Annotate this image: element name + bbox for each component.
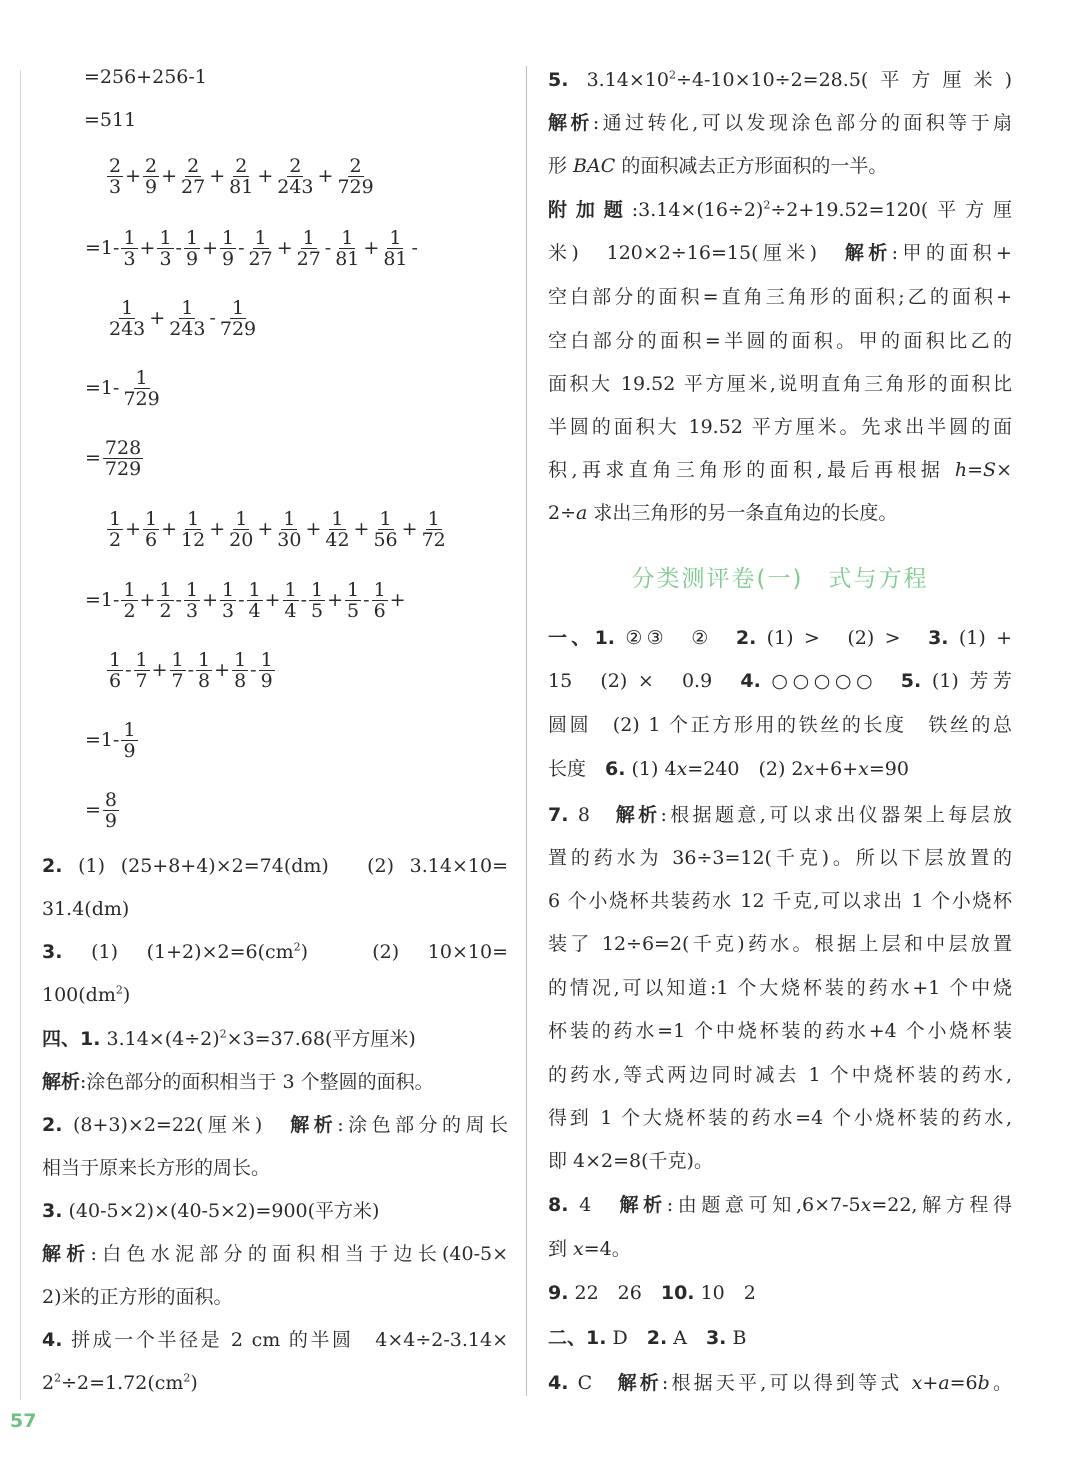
operator: +: [401, 518, 418, 540]
fraction: $\frac{1}{2}$: [159, 578, 172, 622]
operator: +: [202, 589, 218, 611]
operator: +: [264, 589, 281, 611]
operator: +: [209, 165, 226, 187]
fraction: $\frac{728}{729}$: [104, 436, 142, 480]
answer-q9-q10: 9. 22 26 10. 10 2: [548, 1282, 756, 1304]
operator: +: [353, 518, 370, 540]
operator: -: [125, 659, 132, 681]
fraction: $\frac{1}{3}$: [185, 578, 199, 622]
fraction: $\frac{1}{6}$: [373, 578, 386, 622]
answer-q2-line1: 2. (1) (25+8+4)×2=74(dm) (2) 3.14×10=: [42, 855, 508, 877]
bonus-line6: 半圆的面积大 19.52 平方厘米。先求出半圆的面: [548, 416, 1012, 438]
operator: +: [125, 165, 142, 187]
bonus-line5: 面积大 19.52 平方厘米,说明直角三角形的面积比: [548, 373, 1012, 395]
part2-q4: 4. C 解析:根据天平,可以得到等式 x+a=6b。: [548, 1372, 1013, 1394]
operator: +: [363, 237, 380, 259]
operator: +: [305, 518, 322, 540]
fraction: $\frac{1}{27}$: [296, 226, 321, 270]
operator: +: [139, 237, 156, 259]
part1-line4: 长度 6. (1) 4x=240 (2) 2x+6+x=90: [548, 758, 909, 780]
fraction: $\frac{1}{3}$: [221, 578, 235, 622]
fraction: $\frac{2}{9}$: [145, 154, 158, 198]
fraction-result-1a: [42, 362, 508, 414]
fraction: $\frac{1}{243}$: [109, 296, 146, 340]
fraction-result-2b: [42, 784, 508, 836]
operator: -: [300, 589, 308, 611]
answer-q5: 5. $3.14\times 10^2\div 4-10\times 10\div 2=28.5$(平方厘米): [548, 68, 1013, 91]
fraction: $\frac{2}{243}$: [277, 154, 314, 198]
fraction: $\frac{2}{27}$: [181, 154, 206, 198]
operator: -: [175, 589, 182, 611]
fraction: $\frac{1}{81}$: [383, 226, 408, 270]
part1-line1: 一、1. ②③ ② 2. (1) > (2) > 3. (1) +: [548, 627, 1012, 649]
answer-q5-analysis: 解析:通过转化,可以发现涂色部分的面积等于扇: [548, 112, 1012, 134]
operator: =1-: [85, 589, 120, 611]
section4-q1-analysis: 解析:涂色部分的面积相当于 3 个整圆的面积。: [42, 1071, 434, 1093]
fraction: $\frac{1}{729}$: [219, 296, 257, 340]
fraction: $\frac{1}{8}$: [234, 648, 247, 692]
fraction: $\frac{1}{9}$: [260, 648, 273, 692]
part1-line2: 15 (2) × 0.9 4. ○○○○○ 5. (1) 芳芳: [548, 670, 1012, 692]
section4-q4-line2: $2^2\div 2=1.72(cm^2)$: [42, 1371, 198, 1394]
bonus-line3: 空白部分的面积=直角三角形的面积;乙的面积+: [548, 286, 1012, 308]
fraction: $\frac{1}{27}$: [248, 226, 273, 270]
answer-q7-line7: 的药水,等式两边同时减去 1 个中烧杯装的药水,: [548, 1064, 1012, 1086]
operator: +: [257, 165, 274, 187]
answer-q7-line3: 6 个小烧杯共装药水 12 千克,可以求出 1 个小烧杯: [548, 890, 1012, 912]
bonus-line7: 积,再求直角三角形的面积,最后再根据 h=S×: [548, 459, 1012, 481]
section4-q2: 2. (8+3)×2=22(厘米) 解析:涂色部分的周长: [42, 1114, 508, 1136]
fraction-result-1b: [42, 432, 508, 484]
fraction-expansion-2b: [42, 644, 508, 696]
operator: +: [149, 307, 166, 329]
section4-q3-analysis: 解析:白色水泥部分的面积相当于边长(40-5×: [42, 1243, 508, 1265]
page-edge-line: [20, 70, 21, 1400]
column-divider: [526, 66, 527, 1396]
answer-q2-line2: 31.4(dm): [42, 898, 130, 920]
answer-q5-analysis-line2: 形 BAC 的面积减去正方形面积的一半。: [548, 155, 888, 177]
answer-q7-line4: 装了 12÷6=2(千克)药水。根据上层和中层放置: [548, 933, 1012, 955]
operator: =: [85, 447, 101, 469]
operator: +: [257, 518, 274, 540]
operator: =1-: [85, 237, 120, 259]
operator: -: [238, 237, 245, 259]
operator: -: [209, 307, 216, 329]
fraction: $\frac{1}{42}$: [325, 507, 350, 551]
fraction: $\frac{2}{729}$: [337, 154, 374, 198]
operator: -: [175, 237, 182, 259]
operator: -: [363, 589, 370, 611]
operator: +: [139, 589, 156, 611]
fraction: $\frac{2}{3}$: [109, 154, 122, 198]
operator: =: [85, 799, 101, 821]
fraction: $\frac{1}{7}$: [171, 648, 184, 692]
operator: =1-: [85, 729, 120, 751]
fraction: $\frac{8}{9}$: [104, 788, 118, 832]
bonus-line2: 米) 120×2÷16=15(厘米) 解析:甲的面积+: [548, 242, 1012, 264]
section4-q3-line2: 2)米的正方形的面积。: [42, 1286, 233, 1308]
equation-line: =511: [84, 109, 137, 131]
operator: +: [202, 237, 218, 259]
bonus-line8: 2÷a 求出三角形的另一条直角边的长度。: [548, 502, 898, 524]
fraction: $\frac{1}{9}$: [221, 226, 235, 270]
operator: +: [209, 518, 226, 540]
operator: -: [250, 659, 257, 681]
operator: +: [327, 589, 344, 611]
fraction: $\frac{1}{6}$: [109, 648, 122, 692]
fraction: $\frac{1}{6}$: [145, 507, 158, 551]
fraction: $\frac{1}{72}$: [421, 507, 446, 551]
fraction: $\frac{1}{8}$: [198, 648, 211, 692]
fraction: $\frac{1}{2}$: [109, 507, 122, 551]
fraction: $\frac{1}{9}$: [123, 718, 136, 762]
fraction: $\frac{2}{81}$: [229, 154, 254, 198]
answer-q8-line2: 到 x=4。: [548, 1238, 631, 1260]
operator: +: [161, 518, 178, 540]
equation-line: =256+256-1: [84, 66, 207, 88]
operator: -: [411, 237, 418, 259]
fraction: $\frac{1}{3}$: [123, 226, 136, 270]
section-title: 分类测评卷(一) 式与方程: [631, 566, 929, 592]
page-number: 57: [10, 1410, 37, 1432]
fraction: $\frac{1}{30}$: [277, 507, 302, 551]
operator: =1-: [85, 377, 120, 399]
fraction: $\frac{1}{12}$: [181, 507, 206, 551]
fraction: $\frac{1}{56}$: [373, 507, 398, 551]
bonus-question: 附加题$:3.14\times(16\div 2)^2\div 2+19.52=120$(平方厘: [548, 198, 1012, 221]
fraction: $\frac{1}{4}$: [248, 578, 261, 622]
answer-q7-line2: 置的药水为 36÷3=12(千克)。所以下层放置的: [548, 847, 1012, 869]
answer-q3-line1: 3. (1) $(1+2)\times 2=6(cm^2)$ (2) 10×10=: [42, 940, 508, 963]
operator: +: [276, 237, 293, 259]
operator: -: [187, 659, 195, 681]
part1-line3: 圆圆 (2) 1 个正方形用的铁丝的长度 铁丝的总: [548, 714, 1012, 736]
fraction: $\frac{1}{3}$: [159, 226, 172, 270]
fraction: $\frac{1}{9}$: [185, 226, 199, 270]
fraction: $\frac{1}{729}$: [123, 366, 160, 410]
operator: +: [317, 165, 334, 187]
fraction: $\frac{1}{243}$: [169, 296, 206, 340]
bonus-line4: 空白部分的面积=半圆的面积。甲的面积比乙的: [548, 330, 1012, 352]
answer-q7-line8: 得到 1 个大烧杯装的药水=4 个小烧杯装的药水,: [548, 1107, 1012, 1129]
fraction-sum-2: [42, 503, 508, 555]
answer-q8: 8. 4 解析:由题意可知,6×7-5x=22,解方程得: [548, 1194, 1012, 1216]
answer-q3-line2: $100(dm^2)$: [42, 983, 131, 1006]
fraction-expansion-1a: [42, 222, 508, 274]
section4-q3: 3. (40-5×2)×(40-5×2)=900(平方米): [42, 1200, 380, 1222]
operator: +: [125, 518, 142, 540]
operator: -: [324, 237, 332, 259]
answer-q7: 7. 8 解析:根据题意,可以求出仪器架上每层放: [548, 804, 1012, 826]
fraction: $\frac{1}{5}$: [347, 578, 360, 622]
fraction: $\frac{1}{5}$: [311, 578, 324, 622]
answer-q7-line6: 杯装的药水=1 个中烧杯装的药水+4 个小烧杯装: [548, 1020, 1012, 1042]
fraction: $\frac{1}{7}$: [135, 648, 148, 692]
operator: +: [151, 659, 168, 681]
part2-line1: 二、1. D 2. A 3. B: [548, 1327, 747, 1349]
fraction-sum-1: [42, 150, 508, 202]
operator: -: [238, 589, 245, 611]
section4-q4: 4. 拼成一个半径是 2 cm 的半圆 4×4÷2-3.14×: [42, 1329, 508, 1351]
section4-q1: 四、1. $3.14\times(4\div 2)^2\times 3=37.68$(平方厘米): [42, 1027, 416, 1050]
fraction: $\frac{1}{20}$: [229, 507, 254, 551]
answer-q7-line5: 的情况,可以知道:1 个大烧杯装的药水+1 个中烧: [548, 977, 1012, 999]
fraction-result-2a: [42, 714, 508, 766]
fraction: $\frac{1}{4}$: [284, 578, 297, 622]
operator: +: [389, 589, 406, 611]
fraction-expansion-1b: [42, 292, 508, 344]
operator: +: [161, 165, 178, 187]
operator: +: [214, 659, 231, 681]
answer-q7-line9: 即 4×2=8(千克)。: [548, 1150, 713, 1172]
fraction-expansion-2a: [42, 574, 508, 626]
fraction: $\frac{1}{81}$: [335, 226, 360, 270]
fraction: $\frac{1}{2}$: [123, 578, 136, 622]
section4-q2-line2: 相当于原来长方形的周长。: [42, 1157, 271, 1179]
